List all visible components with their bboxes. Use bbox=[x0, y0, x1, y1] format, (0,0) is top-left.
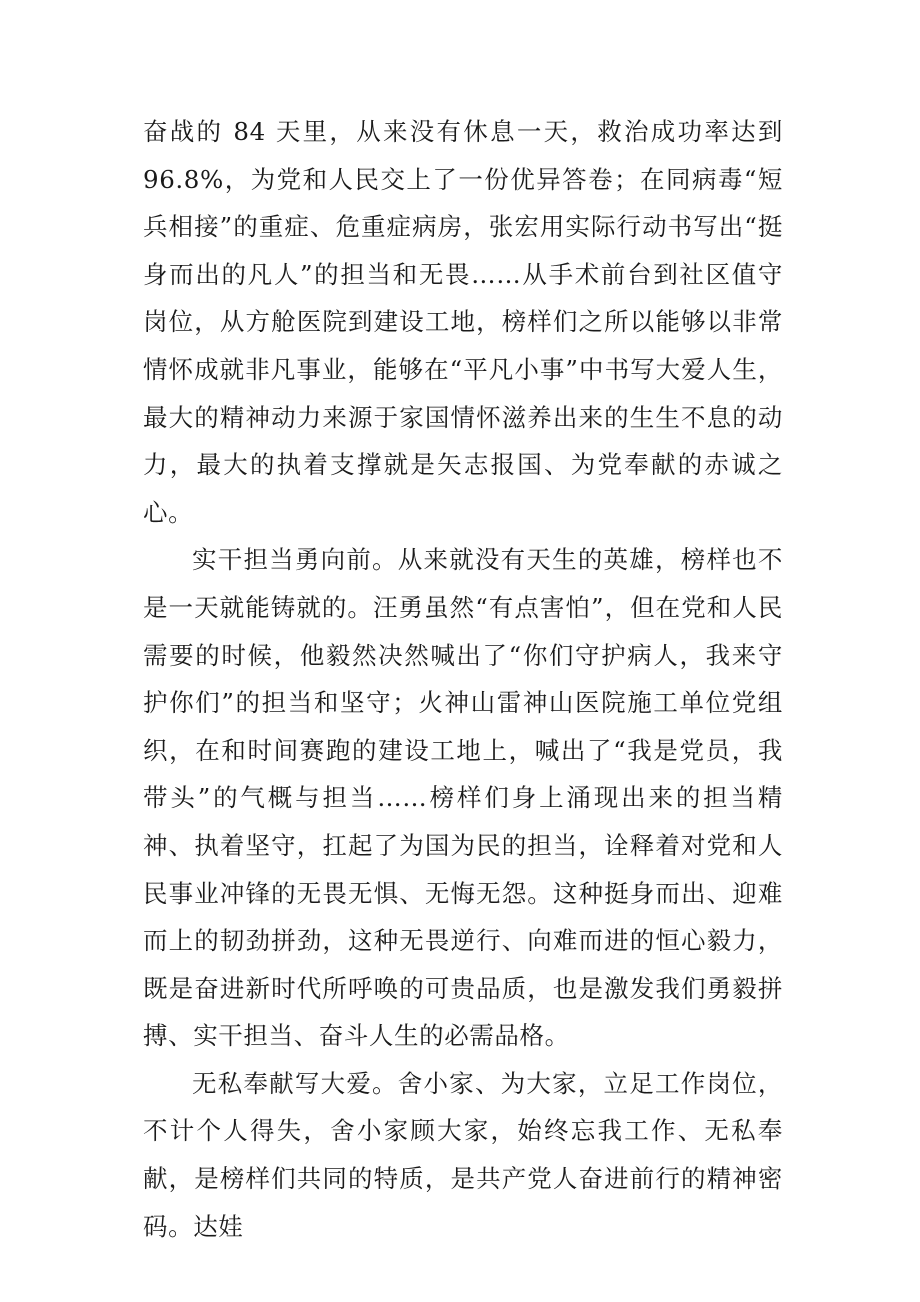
paragraph-shigan-dandang: 实干担当勇向前。从来就没有天生的英雄，榜样也不是一天就能铸就的。汪勇虽然“有点害怕”，但在党和人民需要的时候，他毅然决然喊出了“你们守护病人，我来守护你们”的担当和坚守；火神山雷神山医院施工单位党组织，在和时间赛跑的建设工地上，喊出了“我是党员，我带头”的气概与担当……榜样们身上涌现出来的担当精神、执着坚守，扛起了为国为民的担当，诠释着对党和人民事业冲锋的无畏无惧、无悔无怨。这种挺身而出、迎难而上的韧劲拼劲，这种无畏逆行、向难而进的恒心毅力，既是奋进新时代所呼唤的可贵品质，也是激发我们勇毅拼搏、实干担当、奋斗人生的必需品格。 bbox=[143, 545, 783, 1051]
paragraph-continuation: 奋战的 84 天里，从来没有休息一天，救治成功率达到 96.8%，为党和人民交上了一份优异答卷；在同病毒“短兵相接”的重症、危重症病房，张宏用实际行动书写出“挺身而出的凡人”的担当和无畏……从手术前台到社区值守岗位，从方舱医院到建设工地，榜样们之所以能够以非常情怀成就非凡事业，能够在“平凡小事”中书写大爱人生，最大的精神动力来源于家国情怀滋养出来的生生不息的动力，最大的执着支撑就是矢志报国、为党奉献的赤诚之心。 bbox=[143, 117, 783, 527]
body-text bbox=[143, 108, 783, 1250]
paragraph-wusi-fengxian: 无私奉献写大爱。舍小家、为大家，立足工作岗位，不计个人得失，舍小家顾大家，始终忘我工作、无私奉献，是榜样们共同的特质，是共产党人奋进前行的精神密码。达娃 bbox=[143, 1068, 783, 1241]
